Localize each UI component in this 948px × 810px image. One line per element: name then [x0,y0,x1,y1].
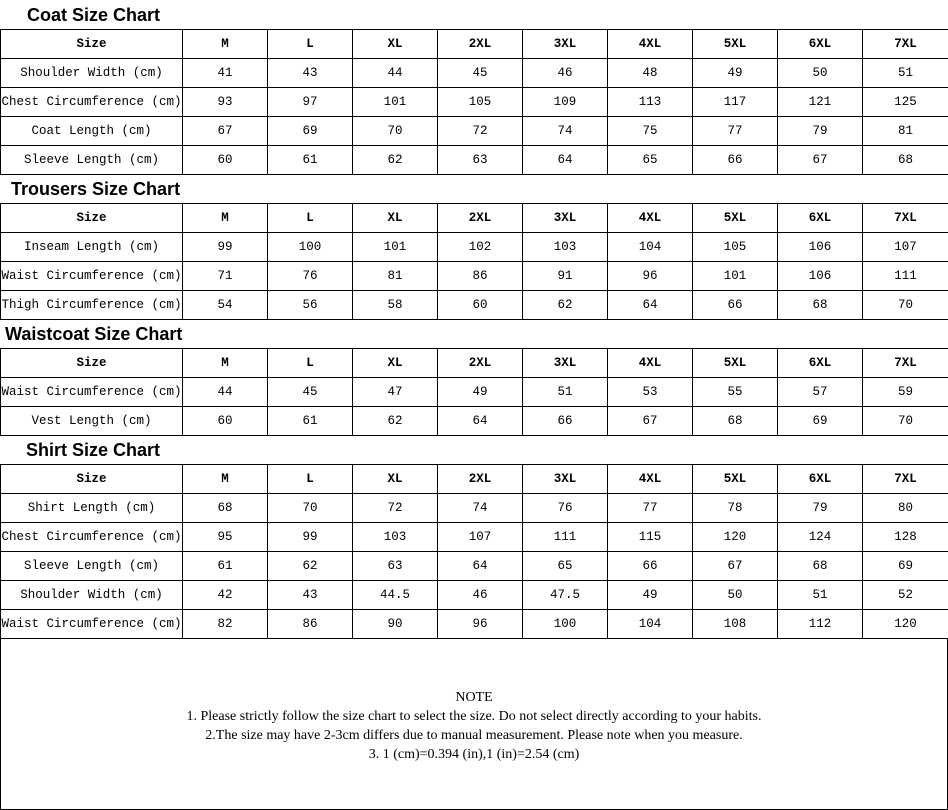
measurement-value: 70 [268,494,353,523]
measurement-label: Shoulder Width (cm) [1,581,183,610]
measurement-value: 124 [778,523,863,552]
size-header-cell: M [183,465,268,494]
table-row [1,581,948,610]
measurement-value: 47.5 [523,581,608,610]
measurement-value: 86 [268,610,353,639]
measurement-value: 68 [778,291,863,320]
measurement-value: 64 [438,552,523,581]
measurement-value: 106 [778,233,863,262]
table-row [1,378,948,407]
size-header-cell: M [183,349,268,378]
size-header-cell: 6XL [778,204,863,233]
measurement-value: 70 [353,117,438,146]
measurement-value: 97 [268,88,353,117]
size-column-header: Size [1,349,183,378]
measurement-value: 105 [438,88,523,117]
table-header-row [1,30,948,59]
size-header-cell: 2XL [438,349,523,378]
size-header-cell: 2XL [438,465,523,494]
measurement-value: 57 [778,378,863,407]
size-header-cell: 4XL [608,30,693,59]
measurement-value: 43 [268,59,353,88]
measurement-value: 61 [183,552,268,581]
measurement-value: 46 [523,59,608,88]
measurement-value: 115 [608,523,693,552]
table-row [1,523,948,552]
measurement-value: 99 [268,523,353,552]
size-header-cell: XL [353,204,438,233]
measurement-value: 66 [693,146,778,175]
measurement-value: 76 [268,262,353,291]
measurement-value: 56 [268,291,353,320]
measurement-value: 60 [438,291,523,320]
measurement-value: 77 [608,494,693,523]
measurement-value: 51 [523,378,608,407]
measurement-value: 49 [693,59,778,88]
size-header-cell: 5XL [693,349,778,378]
measurement-value: 65 [523,552,608,581]
note-line-3: 3. 1 (cm)=0.394 (in),1 (in)=2.54 (cm) [368,747,580,762]
size-header-cell: 7XL [863,465,948,494]
measurement-label: Thigh Circumference (cm) [1,291,183,320]
measurement-value: 44.5 [353,581,438,610]
measurement-value: 68 [693,407,778,436]
measurement-value: 79 [778,117,863,146]
measurement-value: 81 [353,262,438,291]
measurement-value: 103 [353,523,438,552]
measurement-value: 71 [183,262,268,291]
trousers-size-table [0,203,948,320]
measurement-value: 50 [693,581,778,610]
shirt-size-table [0,464,948,639]
measurement-value: 105 [693,233,778,262]
measurement-value: 101 [353,233,438,262]
measurement-value: 112 [778,610,863,639]
measurement-value: 109 [523,88,608,117]
measurement-value: 54 [183,291,268,320]
measurement-value: 64 [438,407,523,436]
measurement-value: 53 [608,378,693,407]
measurement-value: 46 [438,581,523,610]
waistcoat-size-table [0,348,948,436]
size-header-cell: XL [353,30,438,59]
table-header-row [1,349,948,378]
measurement-value: 82 [183,610,268,639]
measurement-label: Chest Circumference (cm) [1,523,183,552]
measurement-value: 101 [693,262,778,291]
size-header-cell: 3XL [523,465,608,494]
measurement-value: 48 [608,59,693,88]
measurement-label: Inseam Length (cm) [1,233,183,262]
size-header-cell: 5XL [693,30,778,59]
measurement-value: 100 [268,233,353,262]
measurement-value: 75 [608,117,693,146]
measurement-value: 125 [863,88,948,117]
measurement-value: 50 [778,59,863,88]
table-row [1,146,948,175]
table-header-row [1,204,948,233]
size-header-cell: L [268,30,353,59]
trousers-section-title: Trousers Size Chart [11,179,181,199]
measurement-value: 74 [523,117,608,146]
measurement-value: 80 [863,494,948,523]
measurement-value: 117 [693,88,778,117]
measurement-value: 68 [778,552,863,581]
measurement-value: 66 [608,552,693,581]
measurement-value: 45 [438,59,523,88]
size-header-cell: 7XL [863,204,948,233]
measurement-value: 43 [268,581,353,610]
table-row [1,291,948,320]
coat-size-table [0,29,948,175]
measurement-value: 95 [183,523,268,552]
size-header-cell: 3XL [523,30,608,59]
measurement-value: 67 [183,117,268,146]
measurement-value: 107 [863,233,948,262]
measurement-value: 77 [693,117,778,146]
table-row [1,494,948,523]
measurement-value: 91 [523,262,608,291]
table-header-row [1,465,948,494]
measurement-label: Coat Length (cm) [1,117,183,146]
coat-section-title: Coat Size Chart [27,5,161,25]
measurement-value: 81 [863,117,948,146]
measurement-value: 60 [183,407,268,436]
measurement-value: 72 [353,494,438,523]
measurement-value: 49 [438,378,523,407]
measurement-value: 41 [183,59,268,88]
measurement-value: 103 [523,233,608,262]
size-header-cell: 4XL [608,349,693,378]
table-row [1,59,948,88]
measurement-value: 68 [863,146,948,175]
measurement-value: 107 [438,523,523,552]
measurement-label: Waist Circumference (cm) [1,262,183,291]
measurement-value: 42 [183,581,268,610]
measurement-value: 99 [183,233,268,262]
size-header-cell: 6XL [778,349,863,378]
measurement-label: Shirt Length (cm) [1,494,183,523]
measurement-value: 76 [523,494,608,523]
measurement-value: 101 [353,88,438,117]
measurement-value: 111 [523,523,608,552]
size-header-cell: M [183,204,268,233]
table-row [1,610,948,639]
measurement-value: 51 [863,59,948,88]
measurement-value: 61 [268,146,353,175]
measurement-value: 58 [353,291,438,320]
note-line-2: 2.The size may have 2-3cm differs due to manual measurement. Please note when you measure. [205,728,743,743]
table-row [1,552,948,581]
measurement-label: Sleeve Length (cm) [1,146,183,175]
table-row [1,88,948,117]
measurement-label: Waist Circumference (cm) [1,378,183,407]
measurement-value: 67 [608,407,693,436]
measurement-value: 64 [523,146,608,175]
measurement-value: 47 [353,378,438,407]
table-row [1,262,948,291]
measurement-value: 96 [608,262,693,291]
size-column-header: Size [1,30,183,59]
size-header-cell: 3XL [523,204,608,233]
size-header-cell: M [183,30,268,59]
size-header-cell: L [268,204,353,233]
measurement-value: 74 [438,494,523,523]
size-header-cell: 5XL [693,204,778,233]
measurement-value: 59 [863,378,948,407]
note-heading: NOTE [455,690,493,705]
measurement-value: 128 [863,523,948,552]
measurement-label: Shoulder Width (cm) [1,59,183,88]
measurement-label: Chest Circumference (cm) [1,88,183,117]
measurement-value: 86 [438,262,523,291]
measurement-value: 62 [353,407,438,436]
measurement-value: 72 [438,117,523,146]
size-header-cell: 7XL [863,30,948,59]
shirt-section-title: Shirt Size Chart [26,440,161,460]
measurement-value: 69 [778,407,863,436]
measurement-value: 63 [438,146,523,175]
measurement-value: 67 [778,146,863,175]
table-row [1,233,948,262]
size-column-header: Size [1,465,183,494]
measurement-value: 79 [778,494,863,523]
measurement-value: 69 [268,117,353,146]
measurement-value: 49 [608,581,693,610]
size-header-cell: 6XL [778,465,863,494]
measurement-value: 120 [693,523,778,552]
measurement-value: 63 [353,552,438,581]
measurement-value: 108 [693,610,778,639]
measurement-value: 67 [693,552,778,581]
measurement-value: 62 [353,146,438,175]
size-header-cell: 5XL [693,465,778,494]
measurement-value: 93 [183,88,268,117]
measurement-value: 64 [608,291,693,320]
measurement-value: 104 [608,233,693,262]
measurement-label: Waist Circumference (cm) [1,610,183,639]
table-row [1,407,948,436]
measurement-value: 121 [778,88,863,117]
size-header-cell: XL [353,349,438,378]
measurement-value: 100 [523,610,608,639]
size-header-cell: 4XL [608,204,693,233]
size-header-cell: 3XL [523,349,608,378]
measurement-value: 96 [438,610,523,639]
measurement-value: 61 [268,407,353,436]
measurement-value: 104 [608,610,693,639]
measurement-value: 62 [523,291,608,320]
measurement-value: 45 [268,378,353,407]
measurement-value: 70 [863,291,948,320]
size-header-cell: 2XL [438,204,523,233]
measurement-value: 44 [183,378,268,407]
measurement-value: 55 [693,378,778,407]
note-line-1: 1. Please strictly follow the size chart to select the size. Do not select directly according to your habits. [186,709,762,724]
measurement-value: 69 [863,552,948,581]
measurement-label: Vest Length (cm) [1,407,183,436]
measurement-value: 78 [693,494,778,523]
measurement-label: Sleeve Length (cm) [1,552,183,581]
measurement-value: 52 [863,581,948,610]
size-header-cell: 7XL [863,349,948,378]
measurement-value: 106 [778,262,863,291]
measurement-value: 51 [778,581,863,610]
note-box [0,638,948,810]
measurement-value: 66 [693,291,778,320]
waistcoat-section-title: Waistcoat Size Chart [5,324,183,344]
size-header-cell: 2XL [438,30,523,59]
measurement-value: 62 [268,552,353,581]
measurement-value: 66 [523,407,608,436]
measurement-value: 44 [353,59,438,88]
measurement-value: 60 [183,146,268,175]
size-header-cell: 4XL [608,465,693,494]
table-row [1,117,948,146]
size-column-header: Size [1,204,183,233]
measurement-value: 102 [438,233,523,262]
measurement-value: 65 [608,146,693,175]
measurement-value: 90 [353,610,438,639]
measurement-value: 70 [863,407,948,436]
measurement-value: 68 [183,494,268,523]
size-header-cell: 6XL [778,30,863,59]
size-header-cell: L [268,349,353,378]
measurement-value: 120 [863,610,948,639]
size-header-cell: XL [353,465,438,494]
size-header-cell: L [268,465,353,494]
measurement-value: 113 [608,88,693,117]
measurement-value: 111 [863,262,948,291]
